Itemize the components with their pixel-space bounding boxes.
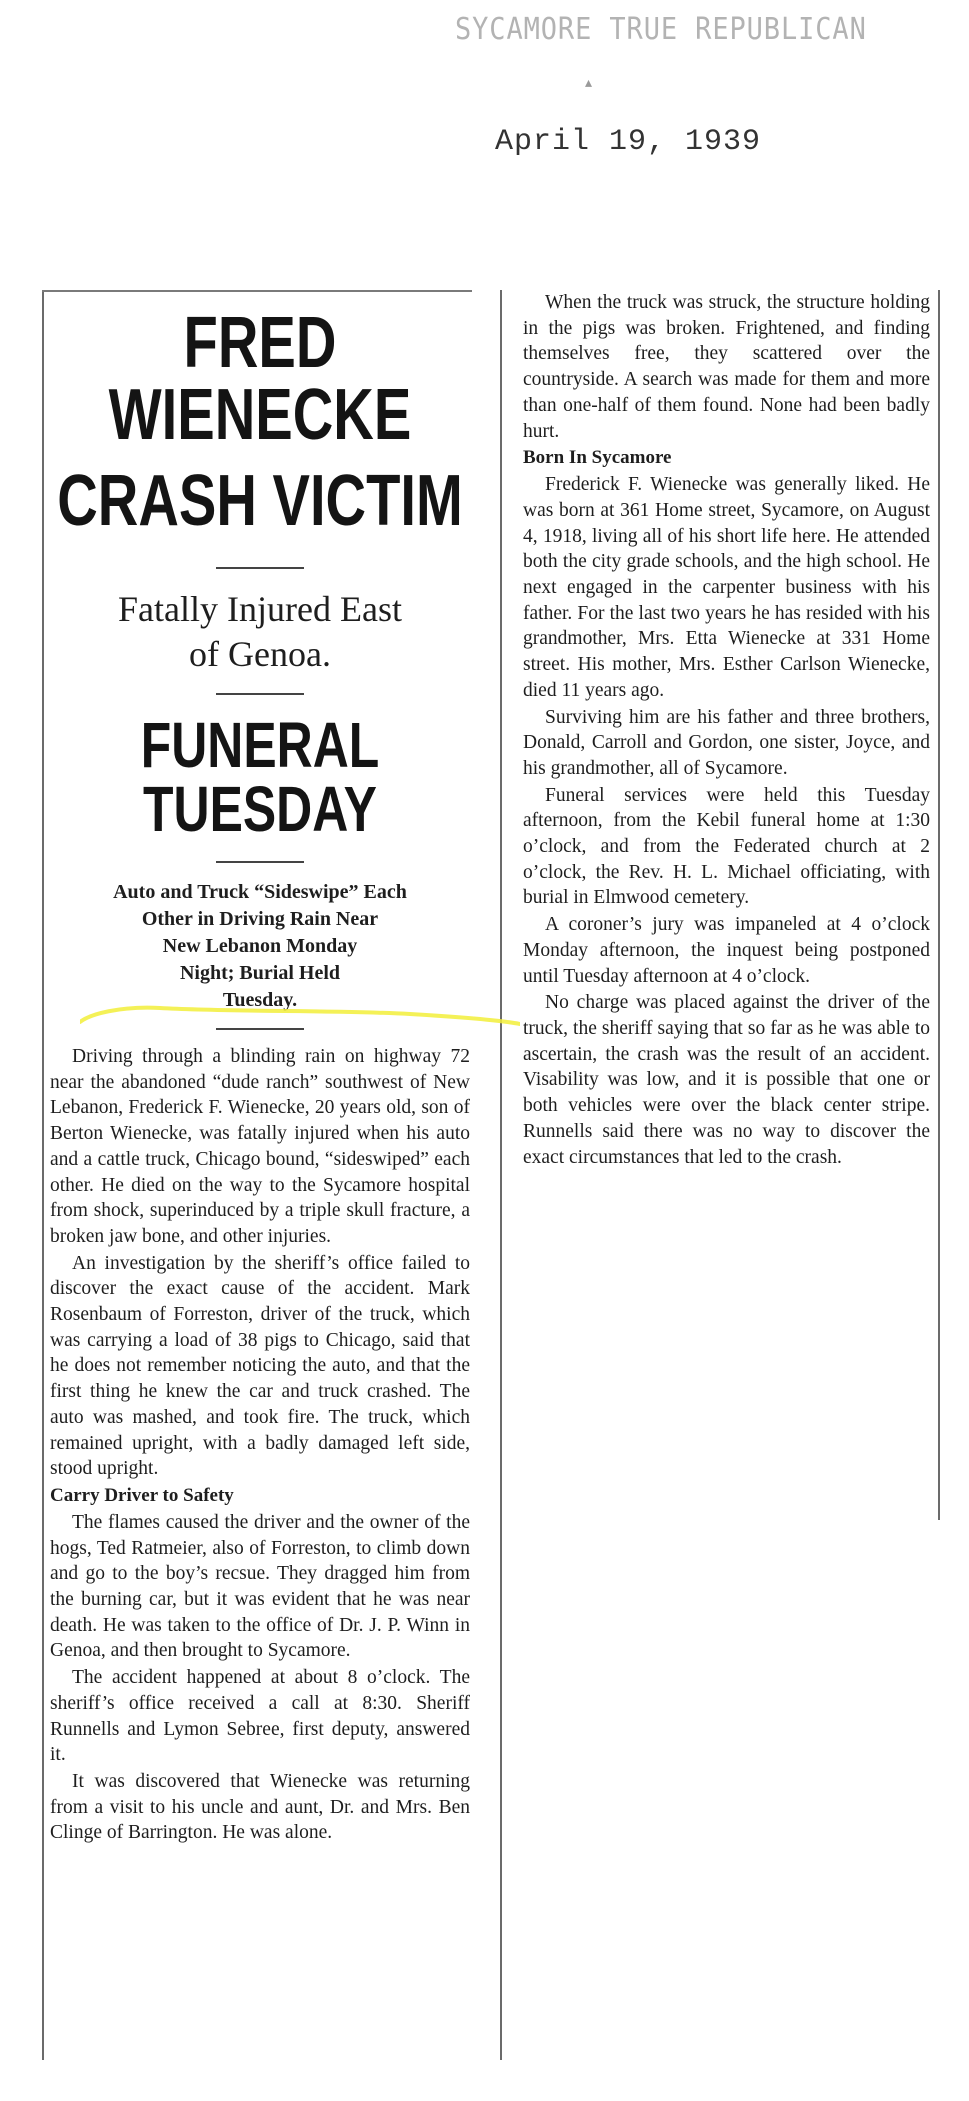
- headline-line-1: FRED WIENECKE: [108, 303, 412, 455]
- article-paragraph: When the truck was struck, the structure holding in the pigs was broken. Frightened, and finding themselves free, they scattered over the countryside. A search was made for them and more than one-half of them found. None had been badly hurt.: [523, 292, 930, 442]
- article-paragraph: The accident happened at about 8 o’clock. The sheriff’s office received a call at 8:30. Sheriff Runnells and Lymon Sebree, first deputy, answered it.: [50, 1667, 470, 1766]
- center-column-rule: [500, 290, 502, 2060]
- article-paragraph: The flames caused the driver and the owner of the hogs, Ted Ratmeier, also of Forreston, to climb down and go to the boy’s recsue. They dragged him from the burning car, but it was evident that he was near death. He was taken to the office of Dr. J. P. Winn in Genoa, and then brought to Sycamore.: [50, 1511, 470, 1662]
- separator-rule: [216, 567, 304, 569]
- left-column: [50, 295, 470, 1847]
- deck-summary-line: Night; Burial Held: [179, 962, 340, 984]
- separator-rule: [216, 1028, 304, 1030]
- article-paragraph: An investigation by the sheriff’s office failed to discover the exact cause of the accident. Mark Rosenbaum of Forreston, driver of the truck, which was carrying a load of 38 pigs to Chicago, said that he does not remember noticing the auto, and that the first thing he knew the car and truck crashed. The auto was mashed, and took fire. The truck, which remained upright, with a badly damaged left side, stood upright.: [50, 1252, 470, 1480]
- deck-funeral: FUNERAL TUESDAY: [140, 709, 380, 845]
- article-body-right: [523, 290, 930, 1170]
- article-paragraph: Driving through a blinding rain on highway 72 near the abandoned “dude ranch” southwest of New Lebanon, Frederick F. Wienecke, 20 years old, son of Berton Wienecke, was fatally injured when his auto and a cattle truck, Chicago bound, “sideswiped” each other. He died on the way to the Sycamore hospital from shock, superinduced by a triple skull fracture, a broken jaw bone, and other injuries.: [50, 1046, 470, 1247]
- deck-summary-line: Other in Driving Rain Near: [141, 908, 379, 930]
- masthead: SYCAMORE TRUE REPUBLICAN: [455, 12, 867, 47]
- deck-summary-line: New Lebanon Monday: [162, 935, 358, 957]
- dateline: April 19, 1939: [495, 125, 762, 159]
- article-paragraph: Frederick F. Wienecke was generally liked. He was born at 361 Home street, Sycamore, on August 4, 1918, living all of his short life here. He attended both the city grade schools, and the high school. He next engaged in the carpenter business with his father. For the last two years he has resided with his grandmother, Mrs. Etta Wienecke at 331 Home street. His mother, Mrs. Esther Carlson Wienecke, died 11 years ago.: [523, 474, 930, 701]
- article-paragraph: Surviving him are his father and three brothers, Donald, Carroll and Gordon, one sister, Joyce, and his grandmother, all of Sycamore.: [523, 706, 930, 779]
- left-column-rule: [42, 290, 44, 2060]
- right-column: [523, 290, 930, 1171]
- deck-summary-line: Auto and Truck “Sideswipe” Each: [113, 881, 407, 903]
- article-paragraph: Funeral services were held this Tuesday afternoon, from the Kebil funeral home at 1:30 o’clock, and from the Federated church at 2 o’clock, the Rev. H. L. Michael officiating, with burial in Elmwood cemetery.: [523, 784, 930, 909]
- subheading: Carry Driver to Safety: [50, 1484, 234, 1506]
- smudge-mark: ▴: [585, 75, 593, 91]
- article-body-left: [50, 1044, 470, 1846]
- subheading: Born In Sycamore: [523, 447, 672, 469]
- headline: [50, 295, 470, 541]
- article-paragraph: It was discovered that Wienecke was returning from a visit to his uncle and aunt, Dr. and Mrs. Ben Clinge of Barrington. He was alone.: [50, 1770, 470, 1844]
- headline-line-2: CRASH VICTIM: [57, 461, 463, 541]
- deck-line-1: Fatally Injured East: [118, 589, 402, 629]
- top-rule: [42, 290, 472, 292]
- deck-summary: [50, 879, 470, 1014]
- separator-rule: [216, 861, 304, 863]
- article-paragraph: A coroner’s jury was impaneled at 4 o’clock Monday afternoon, the inquest being postponed until Tuesday afternoon at 4 o’clock.: [523, 914, 930, 987]
- deck-summary-line: Tuesday.: [222, 989, 298, 1011]
- separator-rule: [216, 693, 304, 695]
- right-column-rule: [938, 290, 940, 1520]
- deck-line-2: of Genoa.: [189, 634, 331, 674]
- article-paragraph: No charge was placed against the driver of the truck, the sheriff saying that so far as he was able to ascertain, the crash was the result of an accident. Visability was low, and it is possible that one or both vehicles were over the black center stripe. Runnells said there was no way to discover the exact circumstances that led to the crash.: [523, 992, 930, 1168]
